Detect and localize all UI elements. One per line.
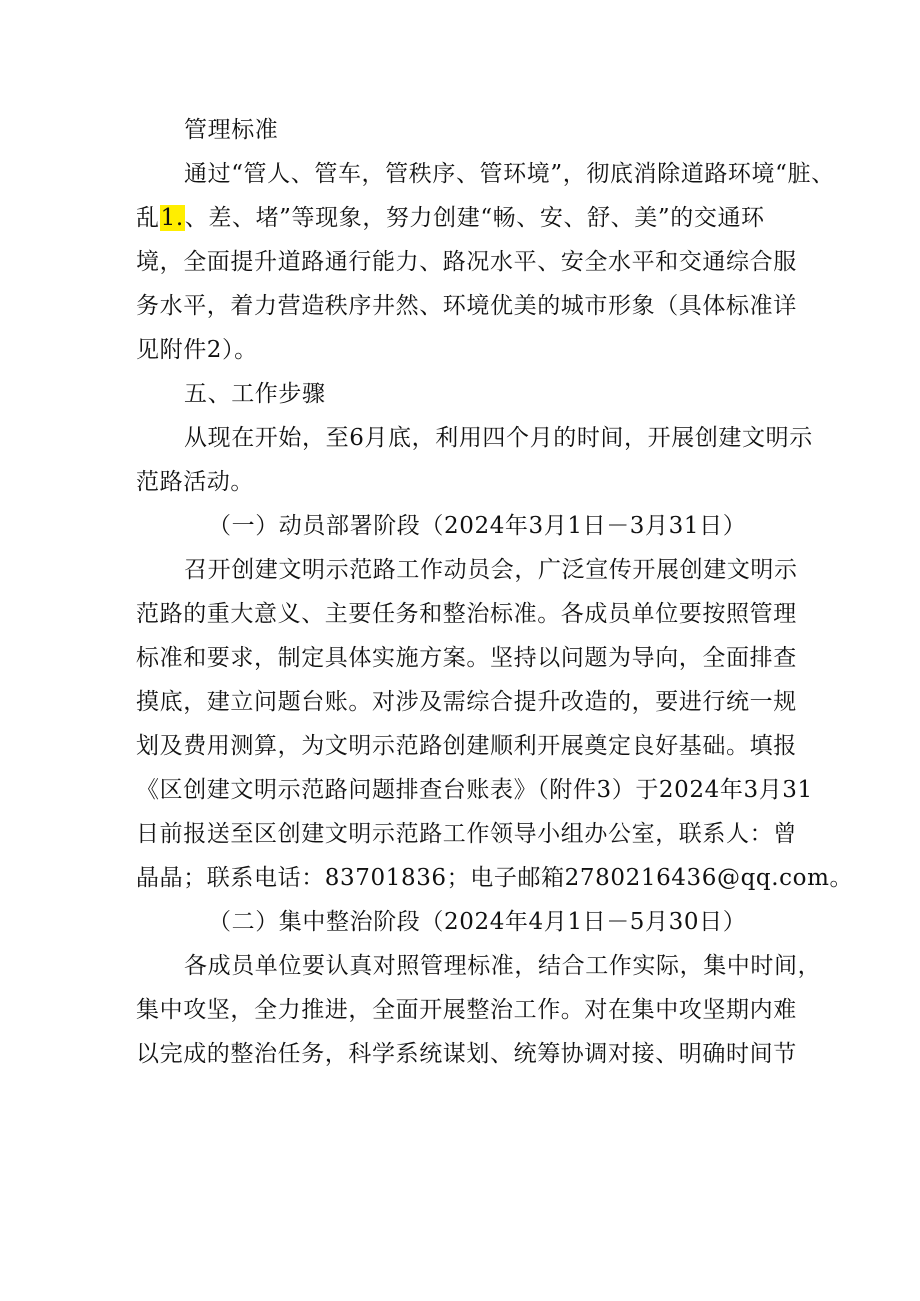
paragraph-text: 乱 <box>136 205 160 231</box>
paragraph-line: 范路的重大意义、主要任务和整治标准。各成员单位要按照管理 <box>136 601 797 627</box>
paragraph-line: 通过“管人、管车，管秩序、管环境”，彻底消除道路环境“脏、 <box>184 161 835 187</box>
paragraph-line: 集中攻坚，全力推进，全面开展整治工作。对在集中攻坚期内难 <box>136 997 797 1023</box>
paragraph-line: 划及费用测算，为文明示范路创建顺利开展奠定良好基础。填报 <box>136 733 797 759</box>
paragraph-line: 标准和要求，制定具体实施方案。坚持以问题为导向，全面排查 <box>136 645 797 671</box>
paragraph-text: 、差、堵”等现象，努力创建“畅、安、舒、美”的交通环 <box>184 205 765 231</box>
section-title-management-standard: 管理标准 <box>184 117 279 143</box>
stage-heading-mobilization: （一）动员部署阶段（2024年3月1日－3月31日） <box>208 513 747 539</box>
paragraph-line-contact: 晶晶；联系电话：83701836；电子邮箱2780216436@qq.com。 <box>136 865 854 891</box>
paragraph-line: 召开创建文明示范路工作动员会，广泛宣传开展创建文明示 <box>184 557 798 583</box>
paragraph-line-with-marker <box>136 196 796 240</box>
body-text <box>136 108 854 1076</box>
section-title-work-steps: 五、工作步骤 <box>184 381 326 407</box>
paragraph-line: 各成员单位要认真对照管理标准，结合工作实际，集中时间， <box>184 953 822 979</box>
paragraph-line: 范路活动。 <box>136 469 254 495</box>
paragraph-line: 务水平，着力营造秩序井然、环境优美的城市形象（具体标准详 <box>136 293 797 319</box>
paragraph-line: 以完成的整治任务，科学系统谋划、统筹协调对接、明确时间节 <box>136 1041 797 1067</box>
paragraph-line: 境，全面提升道路通行能力、路况水平、安全水平和交通综合服 <box>136 249 797 275</box>
paragraph-line: 日前报送至区创建文明示范路工作领导小组办公室，联系人：曾 <box>136 821 797 847</box>
highlighted-list-marker: 1. <box>160 205 184 231</box>
paragraph-line: 见附件2）。 <box>136 337 258 363</box>
stage-heading-rectification: （二）集中整治阶段（2024年4月1日－5月30日） <box>208 909 747 935</box>
paragraph-line: 从现在开始，至6月底，利用四个月的时间，开展创建文明示 <box>184 425 813 451</box>
paragraph-line: 《区创建文明示范路问题排查台账表》（附件3）于2024年3月31 <box>136 777 813 803</box>
paragraph-line: 摸底，建立问题台账。对涉及需综合提升改造的，要进行统一规 <box>136 689 797 715</box>
